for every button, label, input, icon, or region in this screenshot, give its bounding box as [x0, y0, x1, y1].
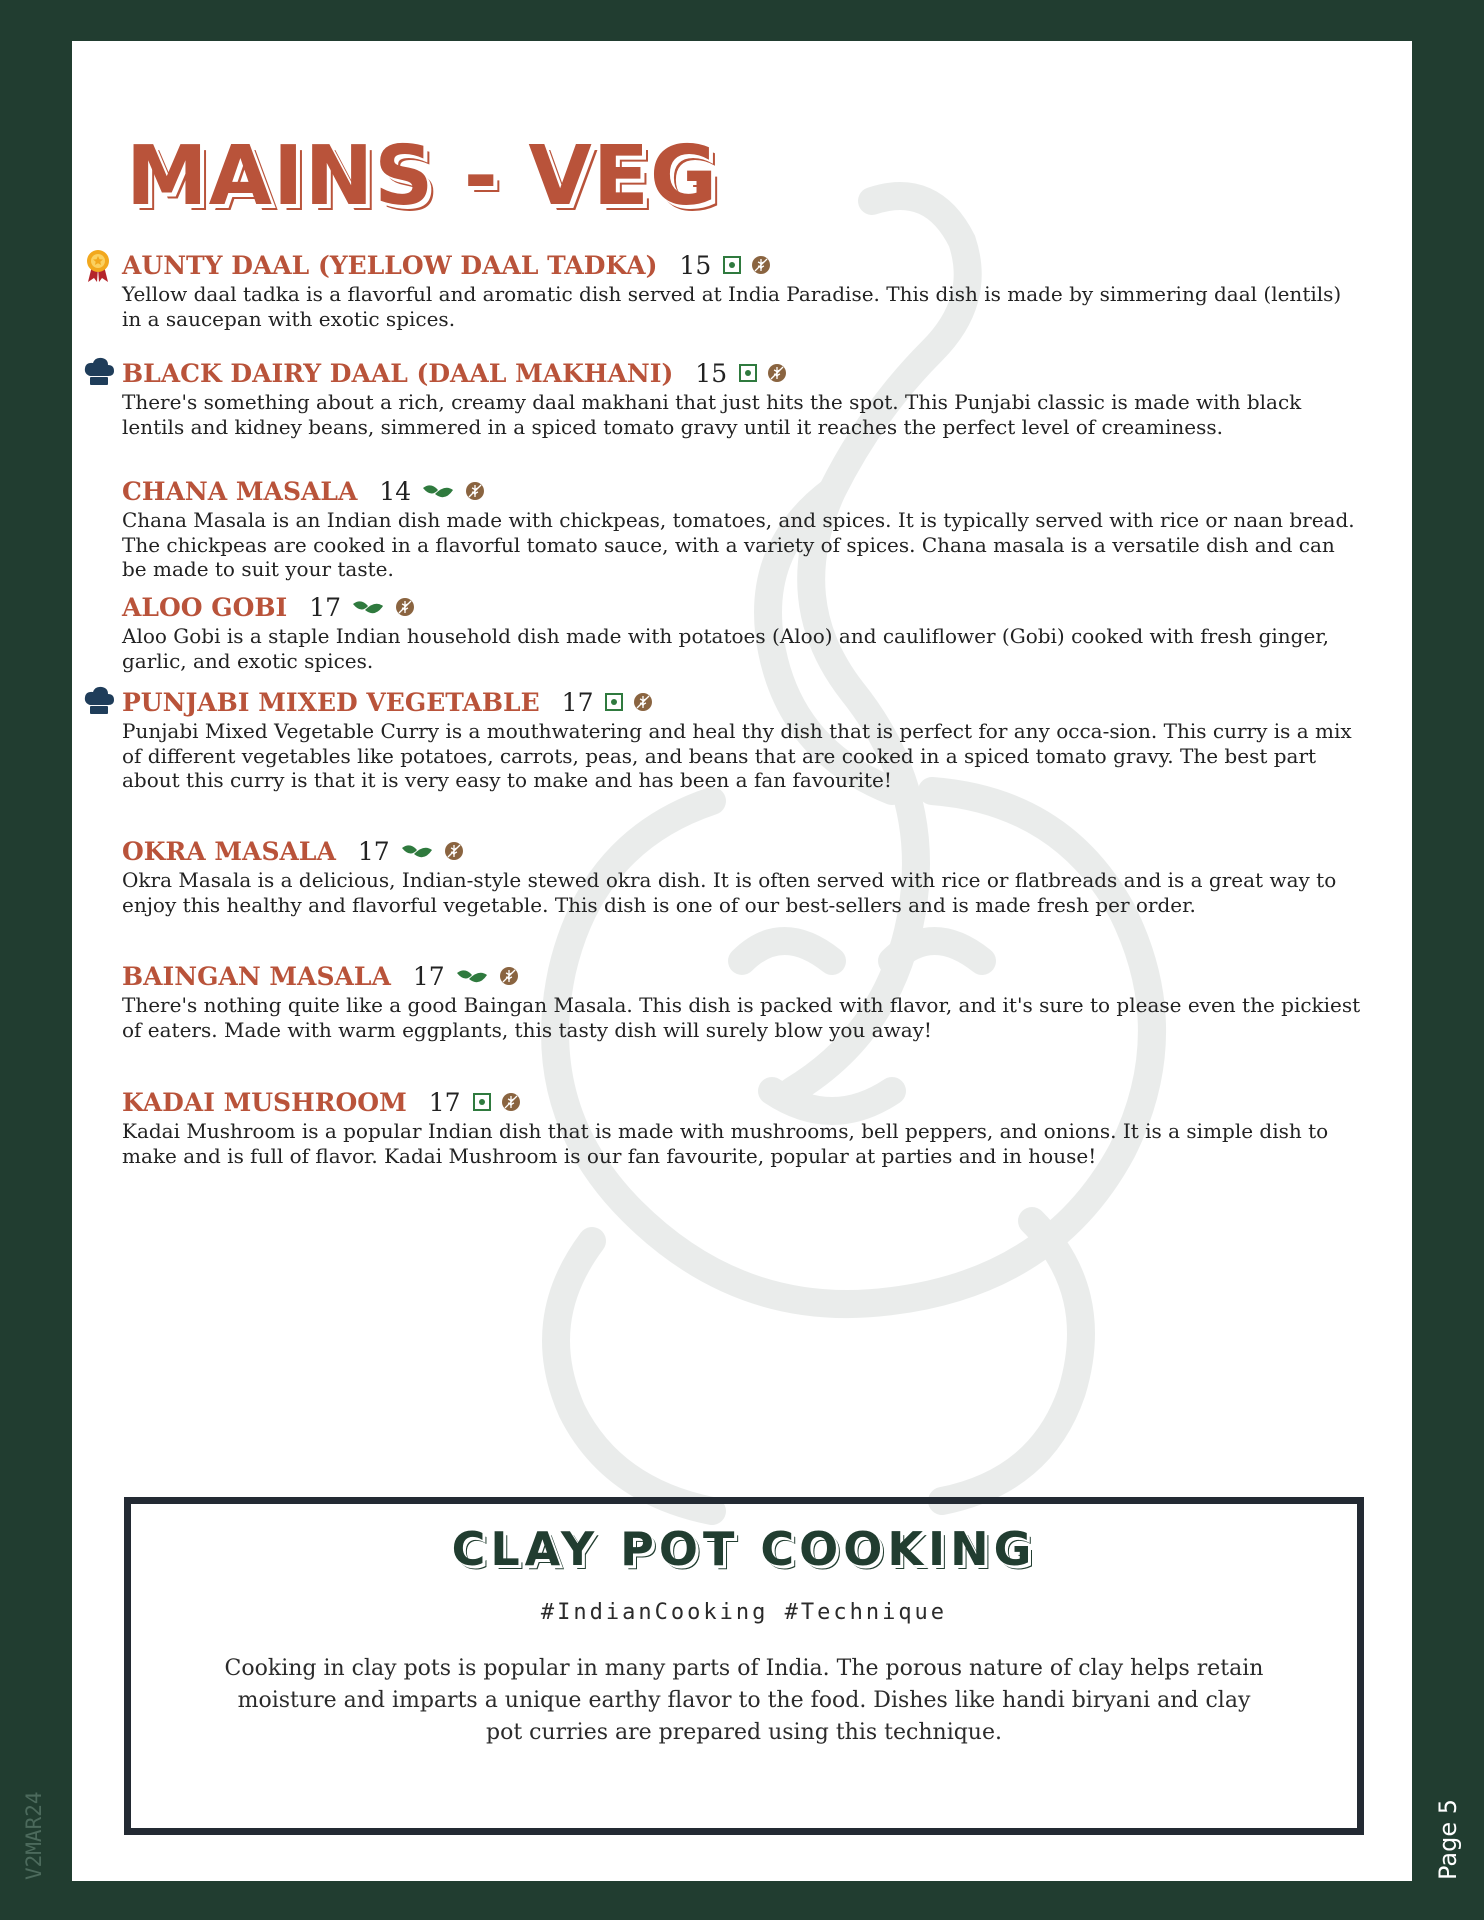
menu-item-name: BLACK DAIRY DAAL (DAAL MAKHANI): [122, 358, 674, 388]
menu-item-name: PUNJABI MIXED VEGETABLE: [122, 687, 540, 717]
section-title: MAINS - VEG: [126, 129, 719, 224]
veg-square-icon: [723, 256, 741, 274]
menu-item: [122, 474, 1362, 582]
menu-item-name: BAINGAN MASALA: [122, 961, 391, 991]
gluten-free-wheat-icon: [444, 841, 464, 861]
info-box: [124, 1497, 1364, 1835]
gluten-free-wheat-icon: [501, 1092, 521, 1112]
menu-item-header: [122, 248, 1362, 282]
chef-hat-icon: [82, 685, 114, 721]
vegan-leaf-icon: [351, 596, 385, 618]
vegan-leaf-icon: [455, 965, 489, 987]
menu-item-price: 17: [357, 836, 390, 866]
vegan-leaf-icon: [400, 840, 434, 862]
gluten-free-wheat-icon: [395, 597, 415, 617]
menu-item-description: Yellow daal tadka is a flavorful and aromatic dish served at India Paradise. This dish is made by simmering daal (lentils) in a saucepan with exotic spices.: [122, 282, 1342, 331]
menu-item-name: KADAI MUSHROOM: [122, 1087, 407, 1117]
menu-item: [122, 248, 1362, 331]
gluten-free-wheat-icon: [767, 363, 787, 383]
info-box-body: Cooking in clay pots is popular in many parts of India. The porous nature of clay helps retain moisture and imparts a unique earthy flavor to the food. Dishes like handi biryani and clay pot curries are prepared using this technique.: [224, 1656, 1264, 1745]
menu-item-description: There's something about a rich, creamy daal makhani that just hits the spot. This Punjabi classic is made with black lentils and kidney beans, simmered in a spiced tomato gravy until it reaches the perfect level of creaminess.: [122, 390, 1302, 439]
menu-item-description: Punjabi Mixed Vegetable Curry is a mouthwatering and heal thy dish that is perfect for any occa-sion. This curry is a mix of different vegetables like potatoes, carrots, peas, and beans that are cooked in a spiced tomato gravy. The best part about this curry is that it is very easy to make and has been a fan favourite!: [122, 719, 1352, 792]
vegan-leaf-icon: [421, 480, 455, 502]
menu-item-description: Aloo Gobi is a staple Indian household dish made with potatoes (Aloo) and cauliflower (Gobi) cooked with fresh ginger, garlic, and exotic spices.: [122, 624, 1330, 673]
menu-item-price: 14: [379, 476, 412, 506]
menu-item-name: AUNTY DAAL (YELLOW DAAL TADKA): [122, 250, 658, 280]
info-box-tags: #IndianCooking #Technique: [540, 1600, 948, 1625]
menu-item-price: 15: [695, 358, 728, 388]
page-number: Page 5: [1434, 1799, 1462, 1880]
veg-square-icon: [739, 364, 757, 382]
menu-item-price: 17: [309, 592, 341, 622]
version-code: V2MAR24: [22, 1791, 46, 1880]
gluten-free-wheat-icon: [633, 692, 653, 712]
menu-item-header: [122, 1085, 1362, 1119]
menu-item-header: [122, 356, 1362, 390]
menu-item-price: 17: [412, 961, 445, 991]
gluten-free-wheat-icon: [465, 481, 485, 501]
menu-item-header: [122, 834, 1362, 868]
menu-item-name: ALOO GOBI: [122, 592, 288, 622]
menu-item-description: Kadai Mushroom is a popular Indian dish that is made with mushrooms, bell peppers, and onions. It is a simple dish to make and is full of flavor. Kadai Mushroom is our fan favourite, popular at parties and in house!: [122, 1119, 1329, 1168]
menu-item-description: There's nothing quite like a good Baingan Masala. This dish is packed with flavor, and it's sure to please even the pickiest of eaters. Made with warm eggplants, this tasty dish will surely blow you away!: [122, 993, 1361, 1042]
menu-item-name: OKRA MASALA: [122, 836, 336, 866]
menu-item: [122, 834, 1362, 917]
chef-hat-icon: [82, 356, 114, 392]
menu-item-header: [122, 959, 1362, 993]
gluten-free-wheat-icon: [499, 966, 519, 986]
menu-item: [122, 356, 1362, 439]
menu-item-price: 17: [561, 687, 594, 717]
veg-square-icon: [473, 1093, 491, 1111]
menu-item-header: [122, 474, 1362, 508]
menu-item: [122, 1085, 1362, 1168]
menu-page: [72, 41, 1412, 1881]
menu-item-name: CHANA MASALA: [122, 476, 358, 506]
award-ribbon-icon: [82, 248, 114, 284]
menu-item-description: Okra Masala is a delicious, Indian-style stewed okra dish. It is often served with rice or flatbreads and is a great way to enjoy this healthy and flavorful vegetable. This dish is one of our best-sellers and is made fresh per order.: [122, 868, 1337, 917]
menu-item-price: 17: [428, 1087, 461, 1117]
info-box-title: CLAY POT COOKING: [451, 1522, 1037, 1576]
menu-item-header: [122, 590, 1362, 624]
menu-item: [122, 590, 1362, 673]
gluten-free-wheat-icon: [751, 255, 771, 275]
menu-item-header: [122, 685, 1362, 719]
menu-item: [122, 685, 1362, 793]
menu-item-description: Chana Masala is an Indian dish made with chickpeas, tomatoes, and spices. It is typically served with rice or naan bread. The chickpeas are cooked in a flavorful tomato sauce, with a variety of spices. Chana masala is a versatile dish and can be made to suit your taste.: [122, 508, 1355, 581]
menu-item-price: 15: [679, 250, 712, 280]
menu-item: [122, 959, 1362, 1042]
veg-square-icon: [605, 693, 623, 711]
